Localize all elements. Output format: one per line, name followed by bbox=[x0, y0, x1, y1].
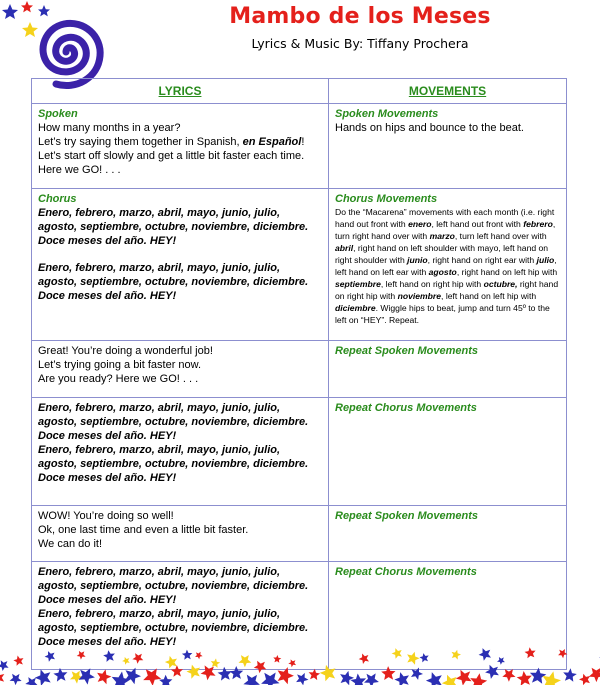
star-icon bbox=[350, 674, 366, 685]
table-row bbox=[32, 189, 567, 341]
star-icon bbox=[558, 649, 567, 658]
star-icon bbox=[517, 671, 532, 685]
chorus-lyrics: Enero, febrero, marzo, abril, mayo, junio, julio, agosto, septiembre, octubre, noviembre, diciembre. Doce meses del año. HEY! bbox=[38, 608, 309, 648]
star-icon bbox=[77, 651, 86, 660]
chorus-lyrics: Enero, febrero, marzo, abril, mayo, junio, julio, agosto, septiembre, octubre, noviembre, diciembre. Doce meses del año. HEY! bbox=[38, 402, 309, 442]
star-icon bbox=[502, 669, 515, 682]
chorus-lyrics: Enero, febrero, marzo, abril, mayo, junio, julio, agosto, septiembre, octubre, noviembre, diciembre. Doce meses del año. HEY! bbox=[38, 207, 309, 247]
lyric-line: Let’s try saying them together in Spanish, en Español! bbox=[38, 136, 305, 148]
star-icon bbox=[21, 1, 33, 12]
star-icon bbox=[309, 669, 321, 680]
star-icon bbox=[122, 657, 130, 665]
star-icon bbox=[296, 673, 308, 685]
star-icon bbox=[452, 650, 462, 660]
star-icon bbox=[22, 22, 38, 37]
movement-text: Hands on hips and bounce to the beat. bbox=[335, 122, 524, 134]
lyrics-cell bbox=[32, 506, 329, 562]
star-icon bbox=[10, 674, 22, 685]
star-icon bbox=[2, 4, 18, 19]
section-heading: Chorus bbox=[38, 193, 77, 205]
movement-heading: Repeat Spoken Movements bbox=[335, 345, 479, 357]
star-icon bbox=[530, 668, 546, 684]
star-icon bbox=[25, 677, 37, 685]
star-icon bbox=[218, 667, 232, 681]
star-icon bbox=[159, 675, 172, 685]
star-icon bbox=[381, 666, 395, 680]
star-icon bbox=[411, 668, 423, 680]
star-icon bbox=[165, 656, 177, 669]
star-icon bbox=[563, 668, 577, 681]
star-icon bbox=[479, 648, 491, 661]
movement-heading: Repeat Chorus Movements bbox=[335, 566, 477, 578]
lyric-line: Great! You’re doing a wonderful job! bbox=[38, 345, 213, 357]
movements-cell bbox=[329, 398, 567, 506]
movement-heading: Spoken Movements bbox=[335, 108, 439, 120]
movements-cell bbox=[329, 189, 567, 341]
star-icon bbox=[485, 665, 499, 679]
movement-heading: Repeat Chorus Movements bbox=[335, 402, 477, 414]
star-icon bbox=[456, 670, 472, 685]
star-icon bbox=[288, 659, 296, 667]
star-icon bbox=[497, 657, 505, 665]
star-icon bbox=[125, 668, 141, 685]
lyrics-column-header: LYRICS bbox=[32, 79, 329, 104]
star-icon bbox=[35, 669, 51, 685]
star-icon bbox=[543, 671, 562, 685]
star-icon bbox=[201, 665, 216, 680]
section-heading: Spoken bbox=[38, 108, 78, 120]
star-icon bbox=[320, 665, 336, 681]
table-row bbox=[32, 398, 567, 506]
star-icon bbox=[254, 661, 267, 673]
star-icon bbox=[97, 669, 111, 684]
lyric-line: WOW! You’re doing so well! bbox=[38, 510, 174, 522]
star-icon bbox=[38, 5, 50, 16]
star-icon bbox=[103, 650, 115, 662]
movements-column-header: MOVEMENTS bbox=[329, 79, 567, 104]
lyrics-cell bbox=[32, 341, 329, 398]
lyric-line: Let’s trying going a bit faster now. bbox=[38, 359, 202, 371]
star-border bbox=[0, 623, 600, 685]
lyric-line: Let’s start off slowly and get a little bit faster each time. bbox=[38, 150, 305, 162]
star-icon bbox=[359, 654, 369, 665]
star-icon bbox=[53, 668, 67, 682]
star-icon bbox=[394, 672, 409, 685]
star-icon bbox=[195, 652, 203, 660]
star-icon bbox=[13, 656, 23, 666]
star-icon bbox=[79, 668, 95, 684]
table-row bbox=[32, 506, 567, 562]
star-icon bbox=[426, 672, 442, 685]
chorus-lyrics: Enero, febrero, marzo, abril, mayo, junio, julio, agosto, septiembre, octubre, noviembre, diciembre. Doce meses del año. HEY! bbox=[38, 444, 309, 484]
lyrics-cell bbox=[32, 189, 329, 341]
lyrics-cell bbox=[32, 104, 329, 189]
star-icon bbox=[243, 675, 260, 685]
table-row bbox=[32, 104, 567, 189]
movement-text: Do the “Macarena” movements with each month (i.e. right hand out front with enero, left hand out front with febrero, turn right hand over with marzo, turn left hand over with abril, right hand on left shoulder with mayo, left hand on right shoulder with junio, right hand on right ear with julio, left hand on left ear with agosto, right hand on left hip with septiembre, left hand on right hip with octubre, right hand on right hip with noviembre, left hand on left hip with diciembre. Wiggle hips to beat, jump and turn 45º to the left on “HEY”. Repeat. bbox=[335, 207, 559, 325]
star-icon bbox=[579, 674, 590, 685]
movements-cell bbox=[329, 104, 567, 189]
star-icon bbox=[187, 665, 201, 679]
star-icon bbox=[45, 651, 55, 662]
movements-cell bbox=[329, 341, 567, 398]
chorus-lyrics: Enero, febrero, marzo, abril, mayo, junio, julio, agosto, septiembre, octubre, noviembre, diciembre. Doce meses del año. HEY! bbox=[38, 566, 309, 606]
star-icon bbox=[182, 650, 192, 660]
star-icon bbox=[239, 655, 252, 667]
chorus-lyrics: Enero, febrero, marzo, abril, mayo, junio, julio, agosto, septiembre, octubre, noviembre, diciembre. Doce meses del año. HEY! bbox=[38, 262, 309, 302]
page-title: Mambo de los Meses bbox=[229, 4, 491, 29]
star-icon bbox=[171, 665, 183, 677]
movement-heading: Repeat Spoken Movements bbox=[335, 510, 479, 522]
star-icon bbox=[230, 666, 244, 679]
star-icon bbox=[143, 668, 161, 685]
star-icon bbox=[132, 653, 143, 664]
lyric-line: Here we GO! . . . bbox=[38, 164, 121, 176]
star-icon bbox=[420, 653, 429, 662]
spiral-icon bbox=[43, 23, 100, 85]
table-header-row bbox=[32, 79, 567, 104]
star-icon bbox=[589, 668, 600, 683]
page-subtitle: Lyrics & Music By: Tiffany Prochera bbox=[251, 36, 469, 51]
star-icon bbox=[211, 658, 220, 667]
star-icon bbox=[364, 673, 379, 685]
movement-heading: Chorus Movements bbox=[335, 193, 438, 205]
star-icon bbox=[407, 652, 420, 665]
star-icon bbox=[0, 672, 4, 684]
lyric-line: Are you ready? Here we GO! . . . bbox=[38, 373, 199, 385]
lyric-line: How many months in a year? bbox=[38, 122, 181, 134]
star-icon bbox=[525, 647, 536, 658]
star-icon bbox=[470, 673, 487, 685]
lyric-line: We can do it! bbox=[38, 538, 102, 550]
star-icon bbox=[273, 655, 281, 663]
star-icon bbox=[340, 671, 354, 685]
star-icon bbox=[278, 667, 294, 684]
star-icon bbox=[261, 673, 279, 685]
star-icon bbox=[0, 660, 9, 671]
table-row bbox=[32, 341, 567, 398]
star-icon bbox=[392, 648, 402, 659]
lyric-line: Ok, one last time and even a little bit faster. bbox=[38, 524, 249, 536]
lyrics-cell bbox=[32, 398, 329, 506]
movements-cell bbox=[329, 506, 567, 562]
star-icon bbox=[442, 675, 458, 685]
lyrics-table bbox=[31, 78, 567, 670]
